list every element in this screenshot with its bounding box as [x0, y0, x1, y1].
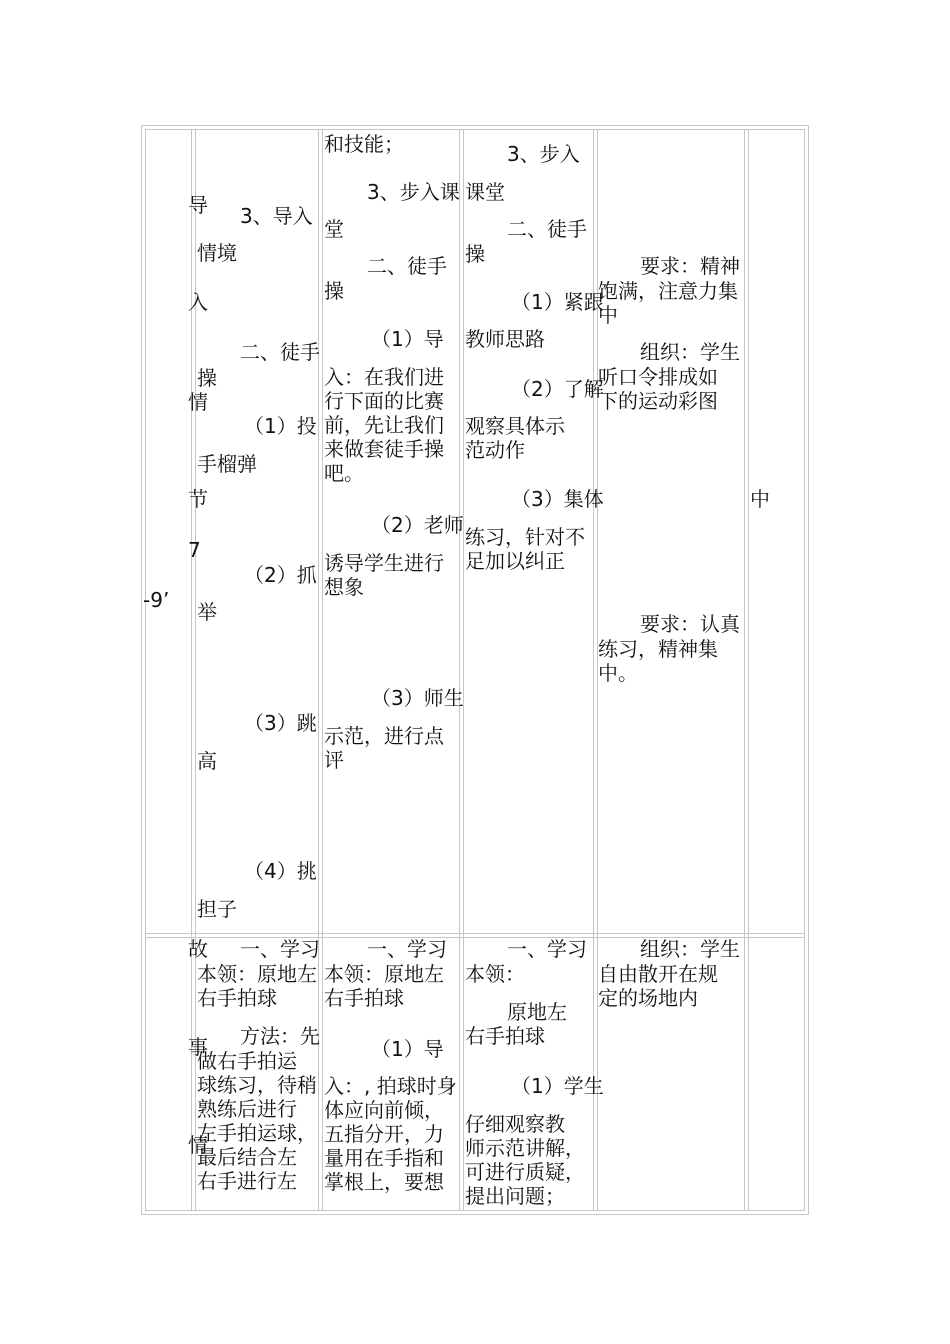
content-text: 一、学习 — [240, 937, 320, 961]
student-text: 仔细观察教 师示范讲解， 可进行质疑， 提出问题； — [465, 1112, 585, 1208]
content-text: （2）抓 — [244, 563, 317, 587]
organization-text: 饱满，注意力集 中 — [598, 279, 738, 327]
col-divider-2 — [318, 129, 319, 1211]
organization-text: 自由散开在规 定的场地内 — [598, 962, 718, 1010]
teacher-text: 本领：原地左 右手拍球 — [324, 962, 444, 1010]
student-text: 教师思路 — [465, 327, 545, 351]
student-text: 练习，针对不 足加以纠正 — [465, 525, 585, 573]
content-text: 二、徒手 — [240, 340, 320, 364]
student-text: （1）学生 — [511, 1074, 604, 1098]
stage-char: 事 — [188, 1035, 208, 1059]
teacher-text: （1）导 — [371, 327, 444, 351]
teacher-text: 二、徒手 — [367, 254, 447, 278]
teacher-text: （2）老师 — [371, 513, 464, 537]
content-text: 担子 — [197, 897, 237, 921]
student-text: 课堂 — [465, 180, 505, 204]
table-border-left — [141, 125, 142, 1215]
student-text: 本领： — [465, 962, 525, 986]
teacher-text: 操 — [324, 279, 344, 303]
teacher-text: 3、步入课 — [367, 180, 460, 204]
teacher-text: （1）导 — [371, 1037, 444, 1061]
table-border-top — [141, 125, 809, 126]
stage-char: 情 — [188, 1133, 208, 1157]
content-text: 本领：原地左 右手拍球 — [197, 962, 317, 1010]
col-divider-5-inner — [748, 129, 749, 1211]
stage-char: 情 — [188, 390, 208, 414]
organization-text: 要求：精神 — [640, 254, 740, 278]
student-text: 二、徒手 — [507, 217, 587, 241]
stage-char: 入 — [188, 290, 208, 314]
content-text: 高 — [197, 749, 217, 773]
student-text: （2）了解 — [511, 377, 604, 401]
organization-text: 要求：认真 — [640, 612, 740, 636]
table-border-right-inner — [804, 129, 805, 1211]
student-text: （3）集体 — [511, 487, 604, 511]
time-cell: -9’ — [143, 588, 170, 612]
organization-text: 听口令排成如 下的运动彩图 — [598, 365, 718, 413]
student-text: （1）紧跟 — [511, 290, 604, 314]
col-divider-3 — [459, 129, 460, 1211]
stage-char: 故 — [188, 937, 208, 961]
content-text: 3、导入 — [240, 204, 313, 228]
organization-text: 组织：学生 — [640, 340, 740, 364]
student-text: 3、步入 — [507, 142, 580, 166]
student-text: 原地左 — [507, 1000, 567, 1024]
content-text: （1）投 — [244, 414, 317, 438]
row-divider — [145, 933, 805, 934]
table-border-right — [808, 125, 809, 1215]
content-text: 情境 — [197, 241, 237, 265]
content-text: 方法：先 — [240, 1024, 320, 1048]
student-text: 一、学习 — [507, 937, 587, 961]
content-text: 做右手拍运 球练习，待稍 熟练后进行 左手拍运球， 最后结合左 右手进行左 — [197, 1049, 317, 1193]
teacher-text: 诱导学生进行 想象 — [324, 551, 444, 599]
content-text: 举 — [197, 600, 217, 624]
teacher-text: 和技能； — [324, 132, 404, 156]
teacher-text: 一、学习 — [367, 937, 447, 961]
teacher-text: 入：, 拍球时身 体应向前倾， 五指分开，力 量用在手指和 掌根上，要想 — [324, 1074, 457, 1194]
teacher-text: 入：在我们进 行下面的比赛 前，先让我们 来做套徒手操 吧。 — [324, 365, 444, 485]
teacher-text: （3）师生 — [371, 686, 464, 710]
table-border-bottom — [141, 1214, 809, 1215]
student-text: 操 — [465, 242, 485, 266]
table-border-top-inner — [145, 129, 805, 130]
organization-text: 组织：学生 — [640, 937, 740, 961]
organization-text: 练习，精神集 中。 — [598, 637, 718, 685]
content-text: 手榴弹 — [197, 452, 257, 476]
col-divider-3-inner — [463, 129, 464, 1211]
content-text: 操 — [197, 366, 217, 390]
stage-char: 导 — [188, 193, 208, 217]
stage-char: 7 — [188, 538, 201, 562]
col-divider-5 — [744, 129, 745, 1211]
content-text: （3）跳 — [244, 711, 317, 735]
col-divider-2-inner — [322, 129, 323, 1211]
teacher-text: 堂 — [324, 217, 344, 241]
intensity-cell: 中 — [750, 487, 770, 511]
table-border-left-inner — [145, 129, 146, 1211]
table-border-bottom-inner — [145, 1210, 805, 1211]
student-text: 右手拍球 — [465, 1024, 545, 1048]
student-text: 观察具体示 范动作 — [465, 414, 565, 462]
content-text: （4）挑 — [244, 859, 317, 883]
teacher-text: 示范，进行点 评 — [324, 724, 444, 772]
stage-char: 节 — [188, 487, 208, 511]
